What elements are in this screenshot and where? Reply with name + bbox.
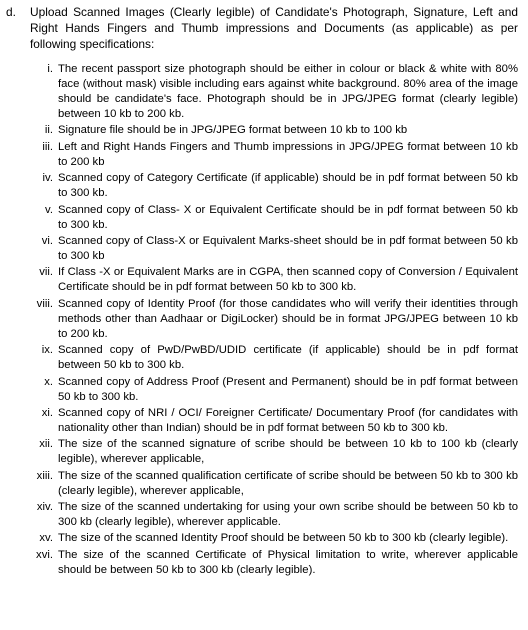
list-item [4,140,518,170]
list-item-number: xv. [39,532,53,545]
list-item [4,343,518,373]
list-item [4,297,518,342]
list-item-number: iv. [42,172,53,185]
list-item [4,548,518,578]
list-item [4,531,518,546]
list-item [4,406,518,436]
list-item-text: The size of the scanned Certificate of Physical limitation to write, wherever applicable should be between 50 kb to 300 kb (clearly legible). [58,548,518,576]
list-item-text: The size of the scanned signature of scribe should be between 10 kb to 100 kb (clearly legible), wherever applicable, [58,438,518,466]
list-item-text: The recent passport size photograph should be either in colour or black & white with 80% face (without mask) visible including ears against white background. 80% area of the image should be candidate's face. Photograph should be in JPG/JPEG format (clearly legible) between 10 kb to 200 kb. [58,63,518,120]
list-item [4,203,518,233]
list-item-text: Scanned copy of Address Proof (Present and Permanent) should be in pdf format between 50 kb to 300 kb. [58,375,518,403]
list-item-text: Scanned copy of Identity Proof (for those candidates who will verify their identities through methods other than Aadhaar or DigiLocker) should be in format JPG/JPEG between 10 kb to 200 kb. [58,297,518,340]
list-item [4,375,518,405]
list-item-number: xiv. [36,501,53,514]
list-item-number: xiii. [36,469,53,482]
list-item [4,62,518,122]
list-item-text: The size of the scanned qualification certificate of scribe should be between 50 kb to 300 kb (clearly legible), wherever applicable, [58,469,518,497]
list-item-text: Scanned copy of NRI / OCI/ Foreigner Certificate/ Documentary Proof (for candidates with nationality other than Indian) should be in pdf format between 50 kb to 300 kb. [58,406,518,434]
list-item-number: iii. [42,140,53,153]
list-item-text: Scanned copy of Class- X or Equivalent Certificate should be in pdf format between 50 kb to 300 kb. [58,203,518,231]
list-item-number: vii. [39,266,53,279]
list-item [4,500,518,530]
specification-list [4,62,518,578]
list-item [4,265,518,295]
list-item-number: v. [45,203,53,216]
list-item-number: x. [44,375,53,388]
list-item-text: Scanned copy of Category Certificate (if applicable) should be in pdf format between 50 kb to 300 kb. [58,172,518,200]
section-marker: d. [6,5,16,19]
list-item-text: The size of the scanned Identity Proof should be between 50 kb to 300 kb (clearly legible). [58,532,509,545]
section-heading: Upload Scanned Images (Clearly legible) of Candidate's Photograph, Signature, Left and Right Hands Fingers and Thumb impressions and Documents (as applicable) as per following specifications: [30,5,518,51]
list-item-number: xvi. [36,548,53,561]
list-item-text: The size of the scanned undertaking for using your own scribe should be between 50 kb to 300 kb (clearly legible), wherever applicable. [58,501,518,529]
list-item-number: vi. [41,234,53,247]
list-item-number: i. [47,63,53,75]
list-item [4,123,518,138]
list-item [4,171,518,201]
list-item-text: Left and Right Hands Fingers and Thumb impressions in JPG/JPEG format between 10 kb to 200 kb [58,140,518,168]
list-item-text: Scanned copy of Class-X or Equivalent Marks-sheet should be in pdf format between 50 kb to 300 kb [58,234,518,262]
list-item-text: Signature file should be in JPG/JPEG format between 10 kb to 100 kb [58,124,408,137]
list-item [4,437,518,467]
section-d [4,4,518,52]
list-item-number: xii. [39,438,53,451]
list-item-number: xi. [41,406,53,419]
list-item-text: Scanned copy of PwD/PwBD/UDID certificate (if applicable) should be in pdf format between 50 kb to 300 kb. [58,344,518,372]
list-item-number: ii. [44,124,53,137]
list-item-text: If Class -X or Equivalent Marks are in CGPA, then scanned copy of Conversion / Equivalent Certificate should be in pdf format between 50 kb to 300 kb. [58,266,518,294]
list-item-number: viii. [36,297,53,310]
list-item [4,234,518,264]
list-item-number: ix. [41,344,53,357]
list-item [4,469,518,499]
